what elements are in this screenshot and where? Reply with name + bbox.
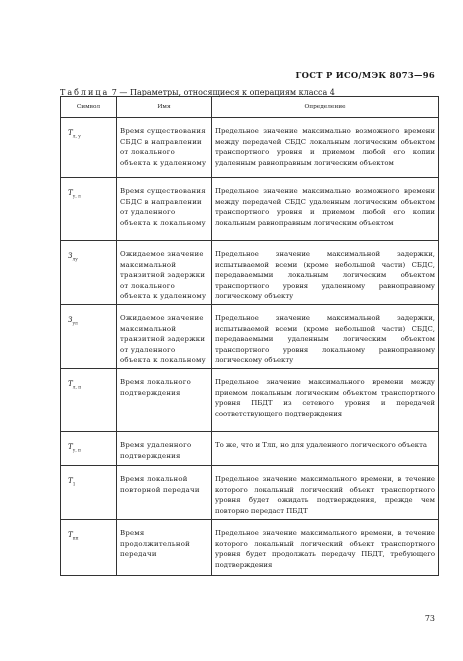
- definition-cell: Предельное значение максимально возможного времени между передачей СБДС локальным логическим объектом транспортного уровня и приемом любой его копии удаленным равноправным логическим объектом: [212, 118, 439, 178]
- definition-cell: Предельное значение максимально возможного времени между передачей СБДС удаленным логическим объектом транспортного уровня и приемом любой его копии локальным равноправным логическим объектом: [212, 178, 439, 241]
- parameters-table: [60, 96, 439, 576]
- name-cell: Время удаленного подтверждения: [117, 431, 212, 465]
- table-row: [61, 519, 439, 575]
- symbol-cell: $T_{у, л}$: [61, 178, 117, 241]
- column-header-definition: Определение: [212, 97, 439, 118]
- name-cell: Время продолжительной передачи: [117, 519, 212, 575]
- table-row: [61, 178, 439, 241]
- definition-cell: Предельное значение максимального времени, в течение которого локальный логический объект транспортного уровня будет продолжать передачу ПБДТ, требующего подтверждения: [212, 519, 439, 575]
- table-row: [61, 241, 439, 305]
- name-cell: Время локальной повторной передачи: [117, 465, 212, 519]
- definition-cell: Предельное значение максимального времени, в течение которого локальный логический объект транспортного уровня будет ожидать подтверждения, прежде чем повторно передаст ПБДТ: [212, 465, 439, 519]
- table-row: [61, 465, 439, 519]
- definition-cell: Предельное значение максимального времени между приемом локальным логическим объектом транспортного уровня ПБДТ из сетевого уровня и передачей соответствующего подтверждения: [212, 368, 439, 431]
- document-header: ГОСТ Р ИСО/МЭК 8073—96: [295, 70, 435, 80]
- page-number: 73: [424, 614, 435, 623]
- symbol-cell: $T_{л, п}$: [61, 368, 117, 431]
- definition-cell: Предельное значение максимальной задержки, испытываемой всеми (кроме небольшой части) СБДС, передаваемыми локальным логическим объектом транспортного уровня удаленному равноправному логическому объекту: [212, 241, 439, 305]
- name-cell: Ожидаемое значение максимальной транзитной задержки от удаленного объекта к локальному: [117, 304, 212, 368]
- column-header-name: Имя: [117, 97, 212, 118]
- table-row: [61, 368, 439, 431]
- definition-cell: То же, что и Tлп, но для удаленного логического объекта: [212, 431, 439, 465]
- symbol-cell: $T_{пп}$: [61, 519, 117, 575]
- symbol-cell: $T_{л, у}$: [61, 118, 117, 178]
- column-header-symbol: Символ: [61, 97, 117, 118]
- table-row: [61, 304, 439, 368]
- name-cell: Время локального подтверждения: [117, 368, 212, 431]
- definition-cell: Предельное значение максимальной задержки, испытываемой всеми (кроме небольшой части) СБДС, передаваемыми удаленным логическим объектом транспортного уровня локальному равноправному логическому объекту: [212, 304, 439, 368]
- symbol-cell: $З_{лу}$: [61, 241, 117, 305]
- name-cell: Время существования СБДС в направлении от локального объекта к удаленному: [117, 118, 212, 178]
- caption-text: 7 — Параметры, относящиеся к операциям класса 4: [111, 88, 335, 97]
- table-row: [61, 118, 439, 178]
- symbol-cell: $T_1$: [61, 465, 117, 519]
- table-header-row: [61, 97, 439, 118]
- name-cell: Время существования СБДС в направлении от удаленного объекта к локальному: [117, 178, 212, 241]
- symbol-cell: $T_{у, п}$: [61, 431, 117, 465]
- caption-label: Таблица: [60, 88, 110, 97]
- table-row: [61, 431, 439, 465]
- name-cell: Ожидаемое значение максимальной транзитной задержки от локального объекта к удаленному: [117, 241, 212, 305]
- symbol-cell: $З_{ул}$: [61, 304, 117, 368]
